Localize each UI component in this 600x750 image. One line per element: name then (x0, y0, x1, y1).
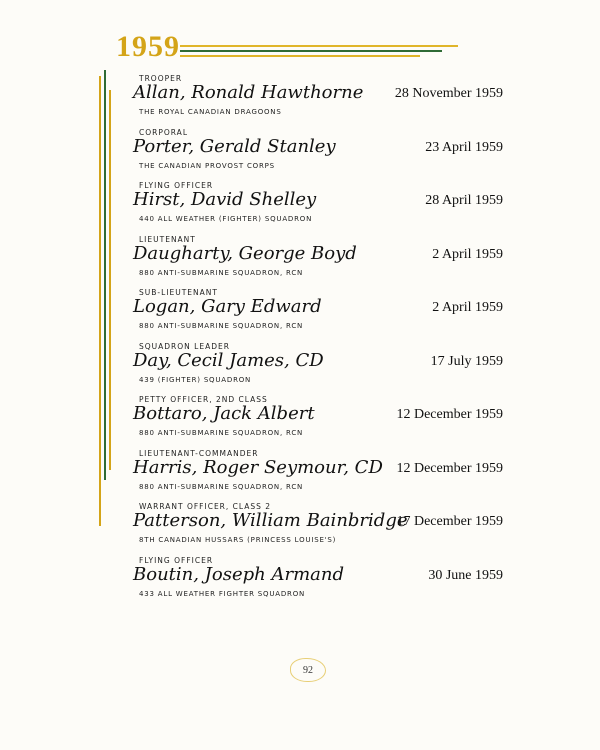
entry-name: Allan, Ronald Hawthorne (133, 82, 364, 103)
entry-unit: 439 (FIGHTER) SQUADRON (139, 376, 252, 384)
entry-name: Daugharty, George Boyd (133, 243, 357, 264)
margin-rule-gold-inner (109, 90, 111, 470)
page-number-badge (290, 658, 326, 682)
entry-unit: 8TH CANADIAN HUSSARS (PRINCESS LOUISE'S) (139, 536, 337, 544)
entry-unit: 433 ALL WEATHER FIGHTER SQUADRON (139, 590, 306, 598)
entry-unit: 880 ANTI-SUBMARINE SQUADRON, RCN (139, 483, 304, 491)
entry-unit: 880 ANTI-SUBMARINE SQUADRON, RCN (139, 322, 304, 330)
entry-name: Day, Cecil James, CD (133, 350, 324, 371)
heading-rule-gold-lower (180, 55, 420, 57)
entry-rank: LIEUTENANT (139, 235, 196, 244)
entry-name: Boutin, Joseph Armand (133, 564, 344, 585)
entry-unit: 880 ANTI-SUBMARINE SQUADRON, RCN (139, 429, 304, 437)
entry-date: 17 July 1959 (430, 354, 503, 369)
entry-rank: CORPORAL (139, 128, 188, 137)
entry-rank: FLYING OFFICER (139, 556, 214, 565)
year-heading: 1959 (116, 30, 180, 63)
page-number: 92 (303, 664, 313, 676)
entry-rank: WARRANT OFFICER, CLASS 2 (139, 502, 272, 511)
entry-rank: SUB-LIEUTENANT (139, 288, 218, 297)
entry-date: 2 April 1959 (432, 300, 503, 315)
entry-date: 28 April 1959 (425, 193, 503, 208)
entry-date: 12 December 1959 (396, 461, 503, 476)
entry-name: Harris, Roger Seymour, CD (133, 457, 383, 478)
entry-name: Patterson, William Bainbridge (133, 510, 408, 531)
heading-rule-gold (180, 45, 458, 47)
entry-date: 2 April 1959 (432, 247, 503, 262)
entry-name: Porter, Gerald Stanley (133, 136, 336, 157)
entry-date: 30 June 1959 (428, 568, 503, 583)
entry-date: 23 April 1959 (425, 140, 503, 155)
entry-unit: 880 ANTI-SUBMARINE SQUADRON, RCN (139, 269, 304, 277)
entry-name: Hirst, David Shelley (133, 189, 317, 210)
margin-rule-green (104, 70, 106, 480)
entry-rank: FLYING OFFICER (139, 181, 214, 190)
entry-rank: SQUADRON LEADER (139, 342, 230, 351)
entry-unit: 440 ALL WEATHER (FIGHTER) SQUADRON (139, 215, 313, 223)
entry-rank: LIEUTENANT-COMMANDER (139, 449, 259, 458)
entry-unit: THE ROYAL CANADIAN DRAGOONS (139, 108, 282, 116)
entry-unit: THE CANADIAN PROVOST CORPS (139, 162, 275, 170)
entry-name: Bottaro, Jack Albert (133, 403, 315, 424)
entry-date: 12 December 1959 (396, 407, 503, 422)
entry-rank: TROOPER (139, 74, 183, 83)
entry-date: 28 November 1959 (394, 86, 503, 101)
entry-rank: PETTY OFFICER, 2ND CLASS (139, 395, 268, 404)
entry-date: 17 December 1959 (396, 514, 503, 529)
entry-name: Logan, Gary Edward (133, 296, 322, 317)
heading-rule-green (180, 50, 442, 52)
margin-rule-gold (99, 76, 101, 526)
